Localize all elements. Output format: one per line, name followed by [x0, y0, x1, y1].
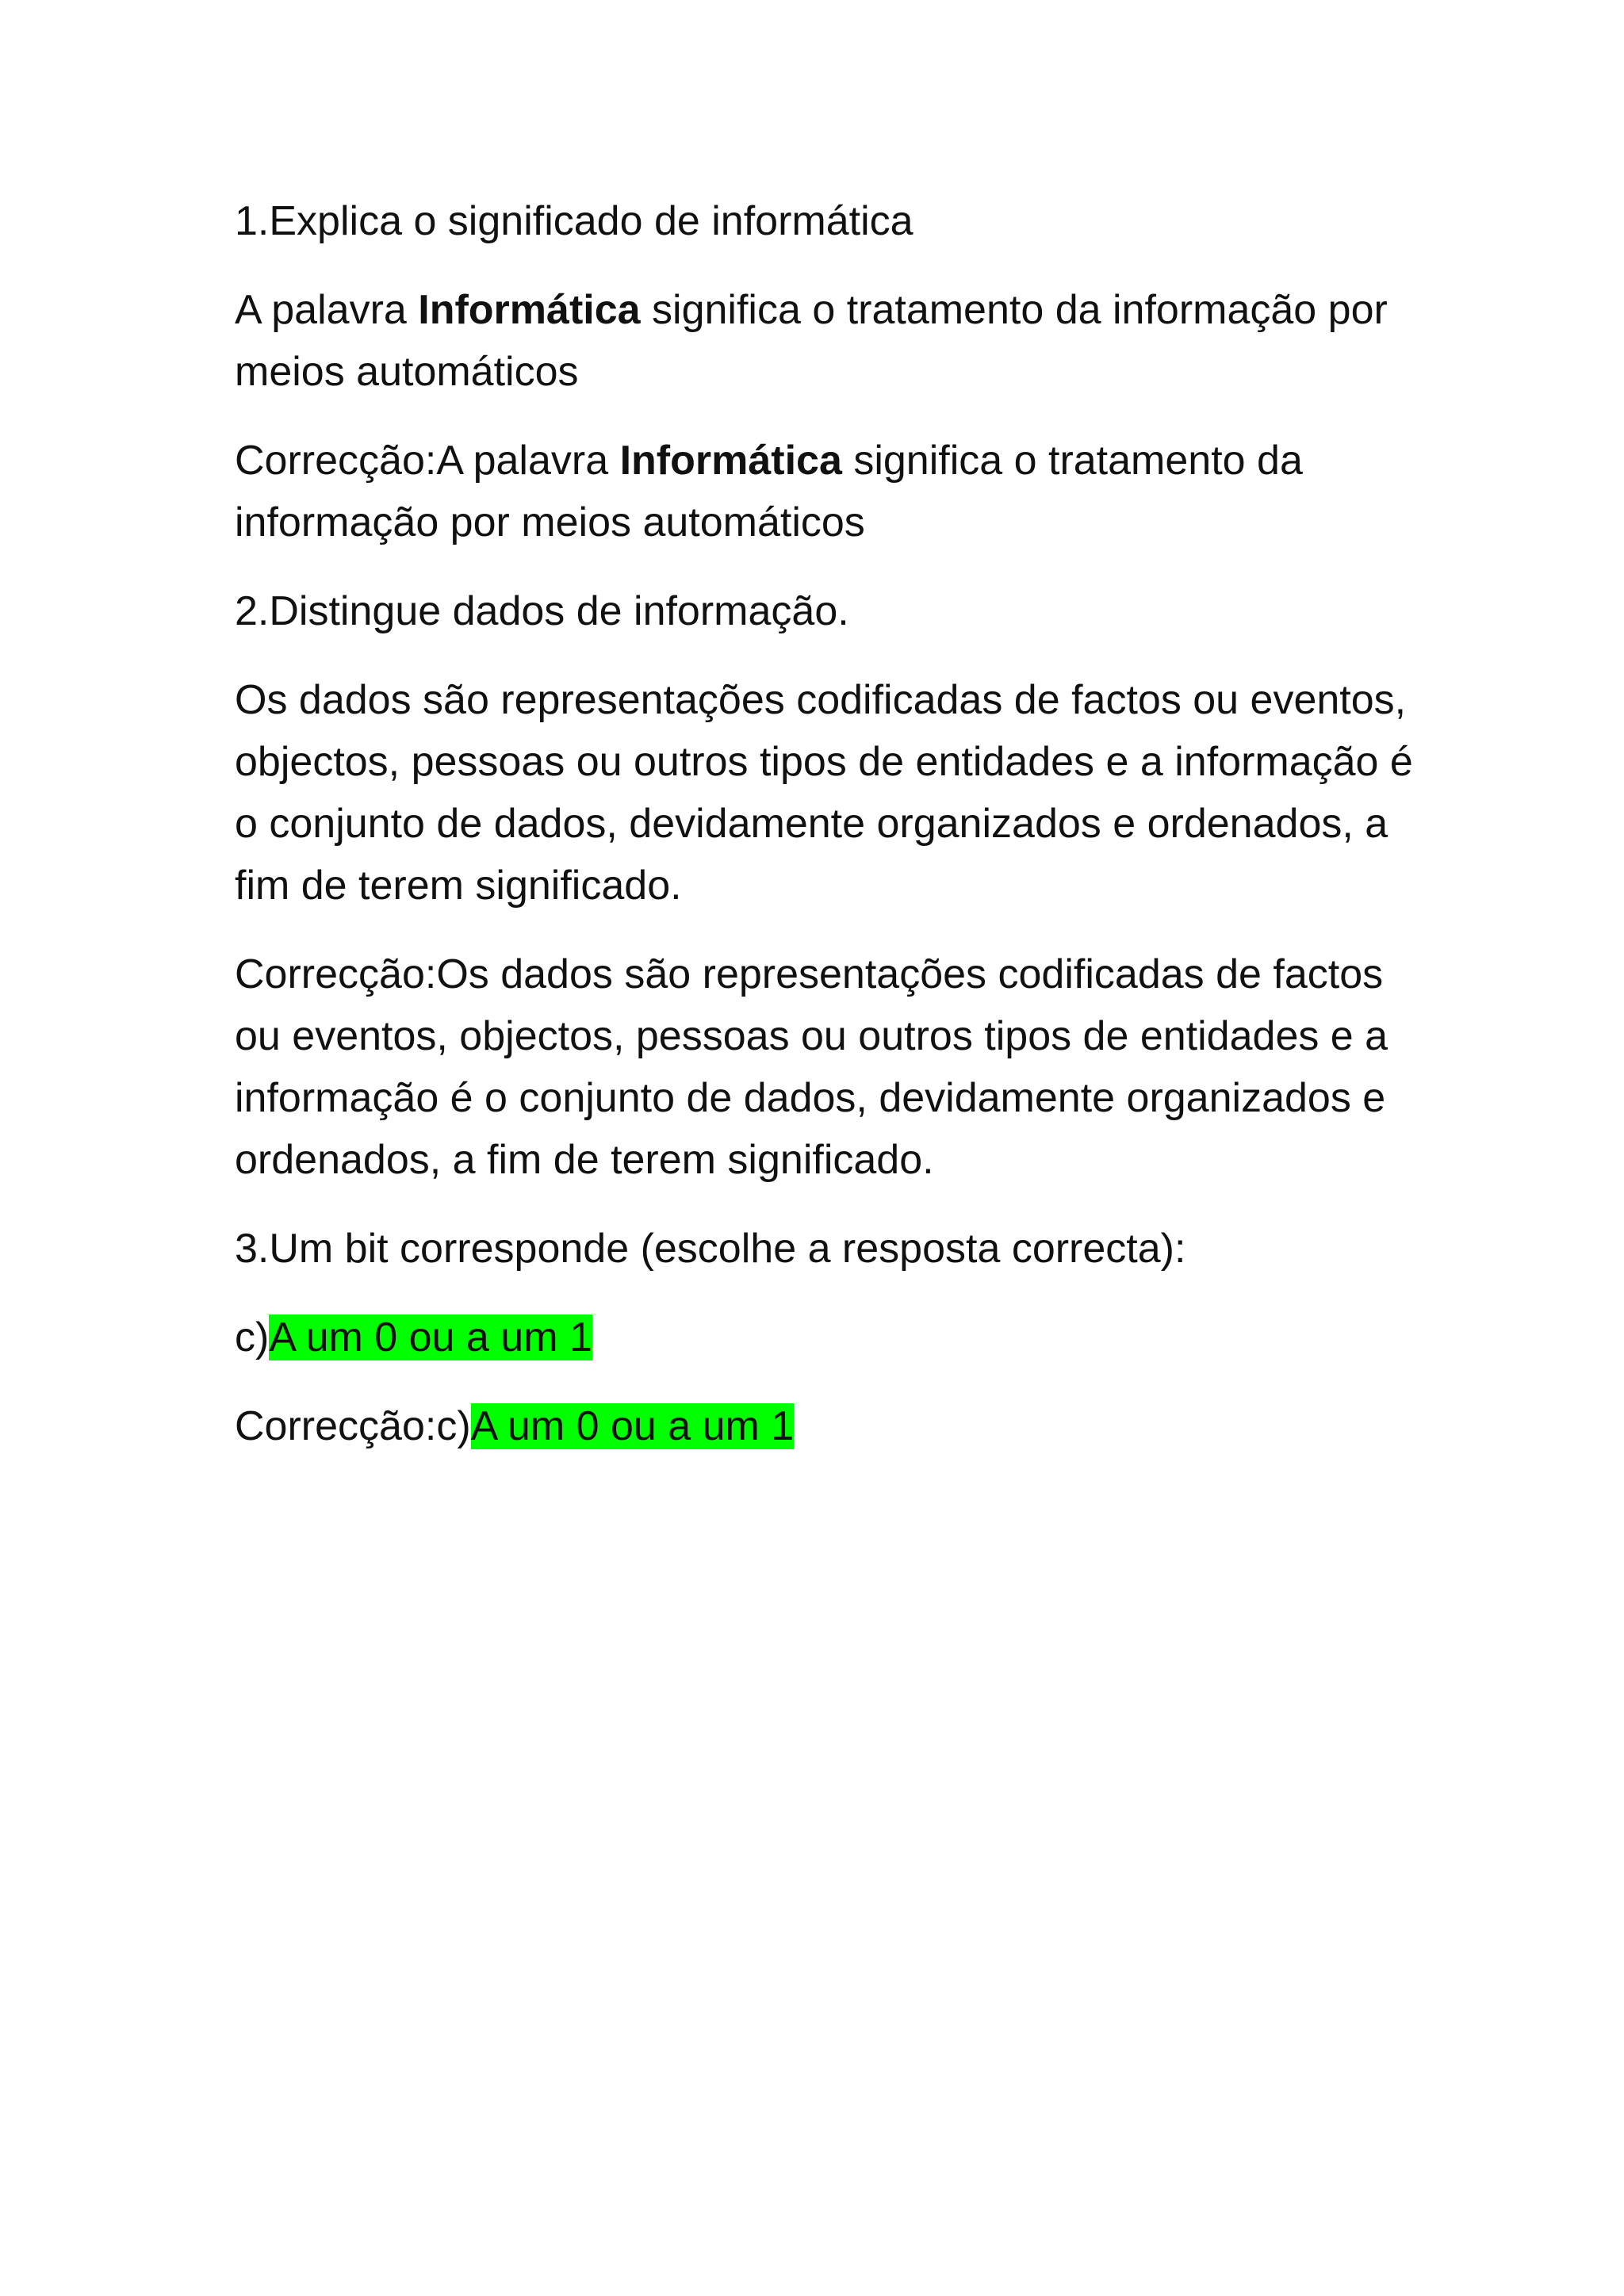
question-2-text: 2.Distingue dados de informação.	[235, 588, 849, 634]
answer-2	[235, 669, 1424, 916]
correction-1-prefix: Correcção:A palavra	[235, 438, 620, 484]
correction-2	[235, 943, 1424, 1191]
answer-1-prefix: A palavra	[235, 287, 419, 333]
correction-1-rest: significa o tratamento da informação por meios automáticos	[235, 438, 1303, 545]
correction-1-bold-term: Informática	[619, 438, 842, 484]
answer-1-bold-term: Informática	[418, 287, 641, 333]
correction-3-prefix: Correcção:c)	[235, 1403, 471, 1449]
answer-3-highlight: A um 0 ou a um 1	[269, 1314, 592, 1360]
question-1	[235, 190, 1424, 252]
document-body	[235, 190, 1424, 1484]
answer-3	[235, 1307, 1424, 1368]
question-3	[235, 1218, 1424, 1280]
question-3-text: 3.Um bit corresponde (escolhe a resposta correcta):	[235, 1226, 1186, 1272]
correction-1	[235, 430, 1424, 553]
question-1-text: 1.Explica o significado de informática	[235, 198, 914, 244]
correction-3-highlight: A um 0 ou a um 1	[470, 1403, 795, 1449]
answer-1	[235, 279, 1424, 403]
answer-2-text: Os dados são representações codificadas de factos ou eventos, objectos, pessoas ou outros tipos de entidades e a informação é o conjunto de dados, devidamente organizados e ordenados, a fim de terem significado.	[235, 677, 1413, 909]
answer-3-prefix: c)	[235, 1314, 270, 1360]
correction-2-text: Correcção:Os dados são representações codificadas de factos ou eventos, objectos, pessoas ou outros tipos de entidades e a informação é o conjunto de dados, devidamente organizados e ordenados, a fim de terem significado.	[235, 951, 1388, 1183]
question-2	[235, 580, 1424, 642]
correction-3	[235, 1395, 1424, 1457]
answer-1-rest: significa o tratamento da informação por meios automáticos	[235, 287, 1388, 395]
